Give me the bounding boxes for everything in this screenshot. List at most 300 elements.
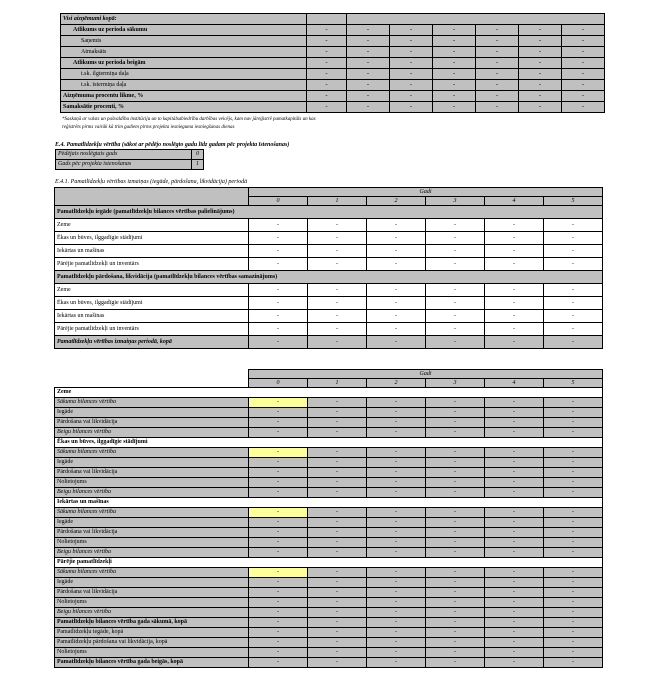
e42-value-cell: - <box>249 478 308 488</box>
e42-value-cell: - <box>426 488 485 498</box>
e42-value-cell: - <box>485 608 544 618</box>
e42-row-label: Sākuma bilances vērtība <box>55 448 249 458</box>
e42-value-cell: - <box>367 428 426 438</box>
e41-year-header: 0 <box>249 197 308 206</box>
e41-value-cell: - <box>308 323 367 336</box>
e42-year-header: 2 <box>367 379 426 388</box>
e42-row-label: Sākuma bilances vērtība <box>55 398 249 408</box>
e42-section-label: Iekārtas un mašīnas <box>55 498 603 508</box>
e41-value-cell: - <box>426 310 485 323</box>
e42-value-cell: - <box>308 458 367 468</box>
e41-value-cell: - <box>249 336 308 349</box>
e41-row-label: Zeme <box>55 284 249 297</box>
e42-value-cell: - <box>544 448 603 458</box>
e42-value-cell: - <box>485 568 544 578</box>
e42-value-cell: - <box>485 538 544 548</box>
loans-value-cell: - <box>433 91 476 102</box>
loans-value-cell: - <box>562 102 605 113</box>
e42-row-label: Pārdošana vai likvidācija <box>55 528 249 538</box>
e42-value-cell: - <box>249 598 308 608</box>
e42-row-label: Beigu bilances vērtība <box>55 428 249 438</box>
e42-value-cell: - <box>426 528 485 538</box>
e42-row <box>55 458 603 468</box>
loans-value-cell: - <box>476 36 519 47</box>
loans-value-cell: - <box>390 47 433 58</box>
e42-row <box>55 568 603 578</box>
e41-value-cell: - <box>367 323 426 336</box>
loans-value-cell: - <box>307 47 347 58</box>
e41-value-cell: - <box>367 310 426 323</box>
e42-value-cell: - <box>544 428 603 438</box>
e42-value-cell: - <box>308 508 367 518</box>
loans-row-label: Atlikums uz perioda sākumu <box>61 25 307 36</box>
e42-value-cell: - <box>426 408 485 418</box>
e42-value-cell: - <box>544 418 603 428</box>
e41-value-cell: - <box>426 219 485 232</box>
e42-value-cell: - <box>485 598 544 608</box>
loans-value-cell: - <box>307 36 347 47</box>
e42-row-label: Iegāde <box>55 518 249 528</box>
e42-year-header: 1 <box>308 379 367 388</box>
e41-value-cell: - <box>544 310 603 323</box>
e42-value-cell: - <box>367 528 426 538</box>
e41-value-cell: - <box>485 245 544 258</box>
loans-value-cell: - <box>307 80 347 91</box>
e42-value-cell: - <box>426 548 485 558</box>
e42-value-cell: - <box>485 488 544 498</box>
e42-value-cell: - <box>426 608 485 618</box>
e42-value-cell: - <box>485 528 544 538</box>
loans-value-cell: - <box>347 25 390 36</box>
e42-value-cell: - <box>249 628 308 638</box>
loans-value-cell: - <box>390 36 433 47</box>
e41-row-label: Zeme <box>55 219 249 232</box>
e41-section-label: Pamatlīdzekļu iegāde (pamatlīdzekļu bilances vērtības palielinājums) <box>55 206 603 219</box>
e42-value-cell: - <box>485 658 544 668</box>
loans-value-cell: - <box>562 91 605 102</box>
e42-value-cell: - <box>249 398 308 408</box>
loans-value-cell: - <box>562 36 605 47</box>
e42-row-label: Nolietojums <box>55 478 249 488</box>
e42-value-cell: - <box>544 628 603 638</box>
e42-value-cell: - <box>249 618 308 628</box>
e42-value-cell: - <box>544 568 603 578</box>
e41-value-cell: - <box>367 232 426 245</box>
loans-row <box>61 47 605 58</box>
loans-value-cell: - <box>476 69 519 80</box>
e42-value-cell: - <box>426 638 485 648</box>
e42-value-cell: - <box>426 428 485 438</box>
loans-row <box>61 14 605 25</box>
e42-value-cell: - <box>544 608 603 618</box>
e41-value-cell: - <box>308 297 367 310</box>
e42-year-header: 3 <box>426 379 485 388</box>
e42-row <box>55 478 603 488</box>
e42-row <box>55 618 603 628</box>
e41-value-cell: - <box>367 297 426 310</box>
e42-value-cell: - <box>249 408 308 418</box>
e41-value-cell: - <box>308 258 367 271</box>
loans-value-cell: - <box>562 58 605 69</box>
loans-row-label: Samaksātie procenti, % <box>61 102 307 113</box>
e42-value-cell: - <box>249 538 308 548</box>
loans-row-label: Saņemts <box>61 36 307 47</box>
e42-value-cell: - <box>544 488 603 498</box>
e42-section-label: Zeme <box>55 388 603 398</box>
e42-row <box>55 638 603 648</box>
e41-value-cell: - <box>544 336 603 349</box>
e42-value-cell: - <box>426 448 485 458</box>
e41-value-cell: - <box>426 258 485 271</box>
e42-value-cell: - <box>308 658 367 668</box>
loans-value-cell: - <box>390 102 433 113</box>
e41-year-header: 3 <box>426 197 485 206</box>
e42-value-cell: - <box>249 488 308 498</box>
e42-year-header: 4 <box>485 379 544 388</box>
loans-value-cell: - <box>347 102 390 113</box>
e42-value-cell: - <box>367 578 426 588</box>
loans-value-cell: - <box>433 58 476 69</box>
e42-value-cell: - <box>308 468 367 478</box>
e42-value-cell: - <box>485 548 544 558</box>
e41-year-header: 5 <box>544 197 603 206</box>
loans-header-cell <box>347 14 605 25</box>
e42-value-cell: - <box>249 588 308 598</box>
e42-row-label: Iegāde <box>55 408 249 418</box>
e42-value-cell: - <box>308 518 367 528</box>
loans-value-cell: - <box>307 91 347 102</box>
loans-row <box>61 36 605 47</box>
e4-years-table <box>55 149 204 170</box>
e42-value-cell: - <box>544 588 603 598</box>
e42-value-cell: - <box>308 548 367 558</box>
e42-value-cell: - <box>544 528 603 538</box>
loans-value-cell: - <box>347 47 390 58</box>
e41-value-cell: - <box>426 245 485 258</box>
e41-value-cell: - <box>249 219 308 232</box>
e42-row <box>55 658 603 668</box>
e41-value-cell: - <box>308 284 367 297</box>
loans-row <box>61 80 605 91</box>
e41-row-label: Pārējie pamatlīdzekļi un inventārs <box>55 258 249 271</box>
loans-value-cell: - <box>519 25 562 36</box>
e41-value-cell: - <box>249 310 308 323</box>
loans-value-cell: - <box>347 91 390 102</box>
loans-row-label: Visi aizņēmumi kopā: <box>61 14 307 25</box>
loans-value-cell: - <box>519 80 562 91</box>
loans-value-cell: - <box>433 47 476 58</box>
loans-value-cell: - <box>433 36 476 47</box>
e42-value-cell: - <box>308 418 367 428</box>
e42-value-cell: - <box>249 638 308 648</box>
e42-year-header: 5 <box>544 379 603 388</box>
e41-row-label: Iekārtas un mašīnas <box>55 310 249 323</box>
e42-value-cell: - <box>544 478 603 488</box>
e41-value-cell: - <box>367 245 426 258</box>
e41-value-cell: - <box>485 258 544 271</box>
e42-value-cell: - <box>249 508 308 518</box>
e42-value-cell: - <box>426 478 485 488</box>
e42-value-cell: - <box>308 428 367 438</box>
loans-row-label: Atmaksāts <box>61 47 307 58</box>
e42-value-cell: - <box>485 588 544 598</box>
e42-value-cell: - <box>308 408 367 418</box>
loans-value-cell: - <box>433 25 476 36</box>
e42-value-cell: - <box>426 598 485 608</box>
e41-value-cell: - <box>249 232 308 245</box>
e42-row <box>55 558 603 568</box>
loans-row <box>61 91 605 102</box>
e42-value-cell: - <box>426 648 485 658</box>
e42-row <box>55 508 603 518</box>
e42-value-cell: - <box>367 588 426 598</box>
loans-row-label: t.sk. īstermiņa daļa <box>61 80 307 91</box>
e42-value-cell: - <box>544 658 603 668</box>
e41-section-label: Pamatlīdzekļu pārdošana, likvidācija (pamatlīdzekļu bilances vērtības samazinājums) <box>55 271 603 284</box>
e42-value-cell: - <box>367 478 426 488</box>
e42-value-cell: - <box>367 618 426 628</box>
e42-value-cell: - <box>367 568 426 578</box>
e42-value-cell: - <box>249 568 308 578</box>
e42-header-blank <box>55 370 249 388</box>
e42-value-cell: - <box>308 638 367 648</box>
e41-value-cell: - <box>544 232 603 245</box>
loans-value-cell: - <box>433 69 476 80</box>
e42-value-cell: - <box>544 458 603 468</box>
e41-row <box>55 310 603 323</box>
e42-value-cell: - <box>308 608 367 618</box>
e42-value-cell: - <box>308 598 367 608</box>
e41-value-cell: - <box>249 245 308 258</box>
e42-row-label: Iegāde <box>55 578 249 588</box>
loans-value-cell: - <box>476 47 519 58</box>
loans-value-cell: - <box>307 102 347 113</box>
e41-row-label: Iekārtas un mašīnas <box>55 245 249 258</box>
e42-value-cell: - <box>367 468 426 478</box>
loans-value-cell: - <box>476 58 519 69</box>
e42-value-cell: - <box>308 528 367 538</box>
e4-row <box>56 160 204 170</box>
loans-row-label: Aizņēmuma procentu likme, % <box>61 91 307 102</box>
e41-row <box>55 232 603 245</box>
e42-row-label: Sākuma bilances vērtība <box>55 568 249 578</box>
e42-row-label: Pamatlīdzekļu iegāde, kopā <box>55 628 249 638</box>
e42-value-cell: - <box>544 518 603 528</box>
e41-row <box>55 258 603 271</box>
e4-row-value: 0 <box>192 150 204 160</box>
loans-value-cell: - <box>390 25 433 36</box>
loans-row <box>61 69 605 80</box>
e42-row-label: Pārdošana vai likvidācija <box>55 418 249 428</box>
e42-value-cell: - <box>367 538 426 548</box>
e41-value-cell: - <box>249 284 308 297</box>
e42-value-cell: - <box>367 418 426 428</box>
e42-row-label: Sākuma bilances vērtība <box>55 508 249 518</box>
e42-value-cell: - <box>426 568 485 578</box>
e42-value-cell: - <box>308 628 367 638</box>
e41-year-header: 2 <box>367 197 426 206</box>
loans-value-cell: - <box>307 69 347 80</box>
loans-value-cell: - <box>519 91 562 102</box>
e42-value-cell: - <box>485 428 544 438</box>
e42-value-cell: - <box>544 578 603 588</box>
e41-row <box>55 206 603 219</box>
e42-value-cell: - <box>485 448 544 458</box>
e42-value-cell: - <box>308 488 367 498</box>
e42-value-cell: - <box>544 638 603 648</box>
loans-value-cell: - <box>562 47 605 58</box>
loans-value-cell: - <box>307 58 347 69</box>
e4-row-value: 1 <box>192 160 204 170</box>
e42-value-cell: - <box>249 578 308 588</box>
e41-value-cell: - <box>544 284 603 297</box>
e42-value-cell: - <box>426 398 485 408</box>
e41-value-cell: - <box>308 310 367 323</box>
e42-value-cell: - <box>544 548 603 558</box>
e42-value-cell: - <box>367 448 426 458</box>
e42-row <box>55 418 603 428</box>
e42-value-cell: - <box>426 658 485 668</box>
e42-calculation-table <box>54 369 603 668</box>
e42-value-cell: - <box>485 638 544 648</box>
e42-value-cell: - <box>426 578 485 588</box>
e42-value-cell: - <box>544 508 603 518</box>
e41-row <box>55 336 603 349</box>
e41-value-cell: - <box>367 258 426 271</box>
e42-value-cell: - <box>426 458 485 468</box>
e42-value-cell: - <box>485 398 544 408</box>
e42-row <box>55 608 603 618</box>
loans-row-label: Atlikums uz perioda beigām <box>61 58 307 69</box>
loans-row <box>61 102 605 113</box>
e42-value-cell: - <box>426 538 485 548</box>
e42-row-label: Beigu bilances vērtība <box>55 608 249 618</box>
e42-value-cell: - <box>308 448 367 458</box>
e42-row-label: Pamatlīdzekļu pārdošana vai likvidācija, kopā <box>55 638 249 648</box>
e41-value-cell: - <box>485 323 544 336</box>
e41-year-header: 4 <box>485 197 544 206</box>
e42-row <box>55 398 603 408</box>
e42-value-cell: - <box>308 578 367 588</box>
e42-value-cell: - <box>367 488 426 498</box>
e41-value-cell: - <box>426 284 485 297</box>
e41-value-cell: - <box>426 323 485 336</box>
loans-value-cell: - <box>307 25 347 36</box>
loans-value-cell: - <box>390 69 433 80</box>
e42-value-cell: - <box>485 458 544 468</box>
loans-value-cell: - <box>562 69 605 80</box>
e42-value-cell: - <box>426 518 485 528</box>
loans-value-cell: - <box>562 25 605 36</box>
e42-value-cell: - <box>485 648 544 658</box>
e41-value-cell: - <box>485 219 544 232</box>
e42-value-cell: - <box>308 398 367 408</box>
e42-value-cell: - <box>308 538 367 548</box>
e41-year-header: 1 <box>308 197 367 206</box>
e42-value-cell: - <box>367 458 426 468</box>
e42-row-label: Pārdošana vai likvidācija <box>55 588 249 598</box>
loans-value-cell: - <box>433 102 476 113</box>
e42-gadi-header: Gadi <box>249 370 603 379</box>
e41-value-cell: - <box>485 310 544 323</box>
e42-value-cell: - <box>249 448 308 458</box>
loans-row <box>61 25 605 36</box>
e41-value-cell: - <box>249 258 308 271</box>
e41-value-cell: - <box>367 219 426 232</box>
e41-value-cell: - <box>426 336 485 349</box>
e41-row <box>55 271 603 284</box>
e42-section-label: Ēkas un būves, ilggadīgie stādījumi <box>55 438 603 448</box>
e41-value-cell: - <box>367 284 426 297</box>
e4-row-label: Pēdējais noslēgtais gads <box>56 150 192 160</box>
e41-value-cell: - <box>308 232 367 245</box>
e42-value-cell: - <box>249 658 308 668</box>
e41-value-cell: - <box>485 232 544 245</box>
e41-value-cell: - <box>426 297 485 310</box>
e42-value-cell: - <box>485 518 544 528</box>
e42-row <box>55 538 603 548</box>
e42-row <box>55 628 603 638</box>
e41-header-row <box>55 188 603 197</box>
e42-row <box>55 428 603 438</box>
e42-row <box>55 468 603 478</box>
e41-row-label: Pamatlīdzekļu vērtības izmaiņas periodā, kopā <box>55 336 249 349</box>
loans-row <box>61 58 605 69</box>
e42-value-cell: - <box>367 628 426 638</box>
e42-value-cell: - <box>367 398 426 408</box>
e42-row-label: Beigu bilances vērtība <box>55 548 249 558</box>
e42-row <box>55 598 603 608</box>
e42-value-cell: - <box>249 518 308 528</box>
e41-value-cell: - <box>308 336 367 349</box>
loans-value-cell: - <box>347 80 390 91</box>
e41-row <box>55 323 603 336</box>
e42-row <box>55 448 603 458</box>
e42-value-cell: - <box>544 598 603 608</box>
e42-value-cell: - <box>249 418 308 428</box>
e42-value-cell: - <box>249 608 308 618</box>
e41-value-cell: - <box>308 245 367 258</box>
e42-value-cell: - <box>367 518 426 528</box>
footnote-line-2: reģistrēts pirms vairāk kā trim gadiem pirms projekta iesnieguma iesniegšanas dienas <box>62 125 235 130</box>
e41-row <box>55 297 603 310</box>
e41-row <box>55 284 603 297</box>
e42-value-cell: - <box>485 468 544 478</box>
loans-value-cell: - <box>476 91 519 102</box>
e42-value-cell: - <box>544 618 603 628</box>
e41-value-cell: - <box>367 336 426 349</box>
e41-value-cell: - <box>544 258 603 271</box>
loans-value-cell: - <box>519 102 562 113</box>
e42-value-cell: - <box>485 418 544 428</box>
e42-value-cell: - <box>426 418 485 428</box>
e4-row-label: Gads pēc projekta īstenošanas <box>56 160 192 170</box>
loans-header-cell <box>307 14 347 25</box>
e42-row-label: Nolietojums <box>55 538 249 548</box>
loans-summary-table <box>60 13 605 113</box>
loans-value-cell: - <box>562 80 605 91</box>
e42-row <box>55 498 603 508</box>
loans-value-cell: - <box>476 80 519 91</box>
loans-value-cell: - <box>347 58 390 69</box>
e42-value-cell: - <box>485 478 544 488</box>
e41-row <box>55 219 603 232</box>
e42-row <box>55 548 603 558</box>
e42-value-cell: - <box>544 468 603 478</box>
loans-value-cell: - <box>519 58 562 69</box>
e42-value-cell: - <box>544 398 603 408</box>
e4-title: E.4. Pamatlīdzekļu vērtība (sākot ar pēdējo noslēgto gadu līdz gadam pēc projekta īstenošanas) <box>55 142 290 148</box>
